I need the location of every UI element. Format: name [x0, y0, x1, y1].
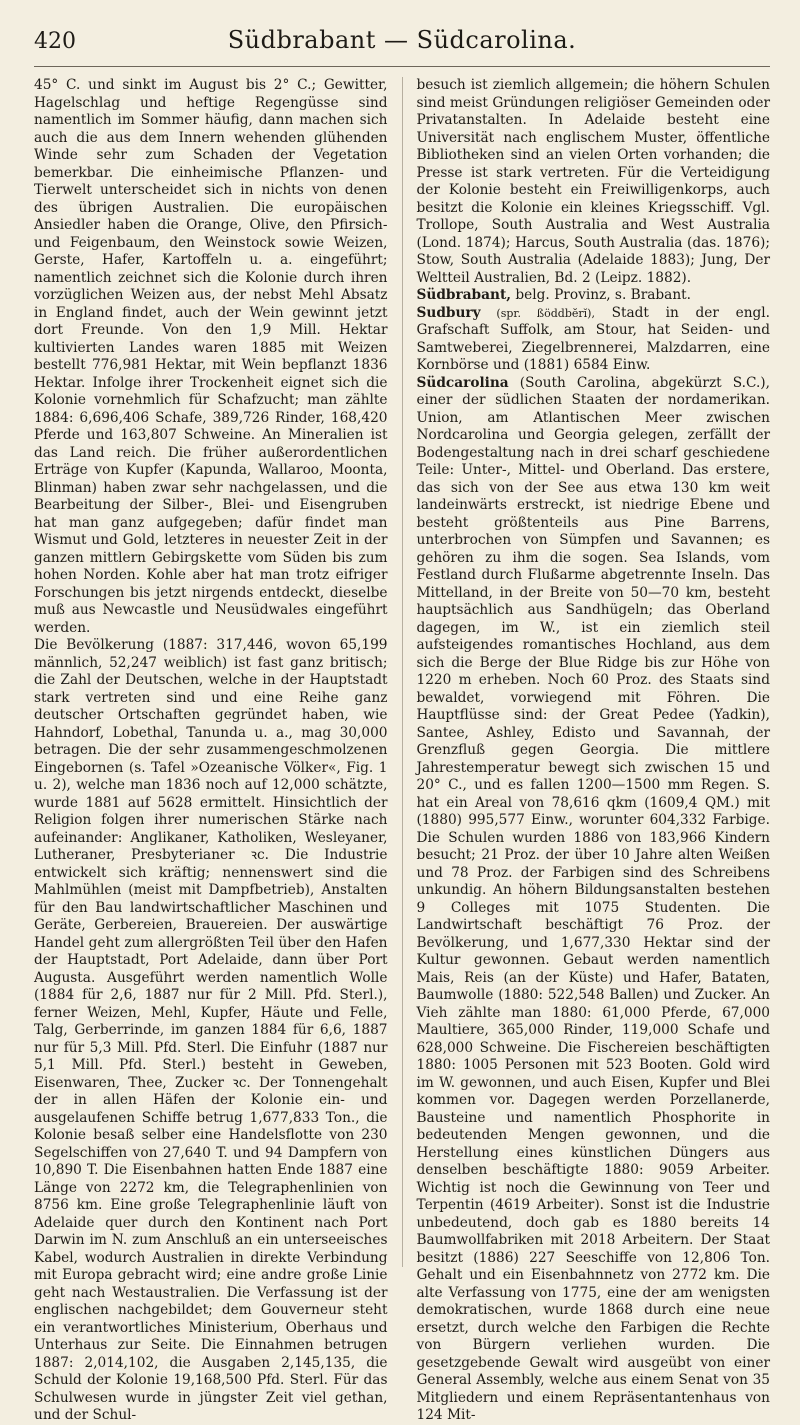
entry-suedbrabant	[417, 287, 771, 305]
paragraph: 45° C. und sinkt im August bis 2° C.; Gewitter, Hagelschlag und heftige Regengüsse sind namentlich im Sommer häufig, dann machen sich auch die aus dem Innern wehenden glühenden Winde sehr zum Schaden der Vegetation bemerkbar. Die einheimische Pflanzen- und Tierwelt unterscheidet sich in nichts von denen des übrigen Australien. Die europäischen Ansiedler haben die Orange, Olive, den Pfirsich- und Feigenbaum, den Weinstock sowie Weizen, Gerste, Hafer, Kartoffeln u. a. eingeführt; namentlich zeichnet sich die Kolonie durch ihren vorzüglichen Weizen aus, der nebst Mehl Absatz in England findet, auch der Wein gewinnt jetzt dort Freunde. Von den 1,9 Mill. Hektar kultivierten Landes waren 1885 mit Weizen bestellt 776,981 Hektar, mit Wein bepflanzt 1836 Hektar. Infolge ihrer Trockenheit eignet sich die Kolonie vornehmlich für Schafzucht; man zählte 1884: 6,696,406 Schafe, 389,726 Rinder, 168,420 Pferde und 163,807 Schweine. An Mineralien ist das Land reich. Die früher außerordentlichen Erträge von Kupfer (Kapunda, Wallaroo, Moonta, Blinman) haben zwar sehr nachgelassen, und die Bearbeitung der Silber-, Blei- und Eisengruben hat man ganz aufgegeben; dafür findet man Wismut und Gold, letzteres in neuester Zeit in der ganzen mittlern Gebirgskette vom Süden bis zum hohen Norden. Kohle aber hat man trotz eifriger Forschungen bis jetzt nirgends entdeckt, dieselbe muß aus Newcastle und Neusüdwales eingeführt werden.	[34, 77, 388, 636]
entry-text: Stadt in der engl. Grafschaft Suffolk, am Stour, hat Seiden- und Samtweberei, Ziegelbrennerei, Malzdarren, eine Kornbörse und (1881) 6584 Einw.	[416, 304, 770, 373]
right-column	[403, 77, 771, 1423]
left-column	[34, 77, 403, 1423]
pronunciation: (spr. ßöddbĕrĭ),	[480, 306, 595, 320]
paragraph: besuch ist ziemlich allgemein; die höhern Schulen sind meist Gründungen religiöser Gemeinden oder Privatanstalten. In Adelaide besteht eine Universität nach englischem Muster, öffentliche Bibliotheken sind an vielen Orten vorhanden; die Presse ist stark vertreten. Für die Verteidigung der Kolonie besteht ein Freiwilligenkorps, auch besitzt die Kolonie ein kleines Kriegsschiff. Vgl. Trollope, South Australia and West Australia (Lond. 1874); Harcus, South Australia (das. 1876); Stow, South Australia (Adelaide 1883); Jung, Der Weltteil Australien, Bd. 2 (Leipz. 1882).	[416, 77, 770, 286]
entry-suedcarolina	[417, 375, 771, 1425]
paragraph: Die Bevölkerung (1887: 317,446, wovon 65,199 männlich, 52,247 weiblich) ist fast ganz britisch; die Zahl der Deutschen, welche in der Hauptstadt stark vertreten sind und eine Reihe ganz deutscher Ortschaften gegründet haben, wie Hahndorf, Lobethal, Tanunda u. a., mag 30,000 betragen. Die der sehr zusammengeschmolzenen Eingebornen (s. Tafel »Ozeanische Völker«, Fig. 1 u. 2), welche man 1836 noch auf 12,000 schätzte, wurde 1881 auf 5628 ermittelt. Hinsichtlich der Religion folgen ihrer numerischen Stärke nach aufeinander: Anglikaner, Katholiken, Wesleyaner, Lutheraner, Presbyterianer ꝛc. Die Industrie entwickelt sich kräftig; nennenswert sind die Mahlmühlen (meist mit Dampfbetrieb), Anstalten für den Bau landwirtschaftlicher Maschinen und Geräte, Gerbereien, Brauereien. Der auswärtige Handel geht zum allergrößten Teil über den Hafen der Hauptstadt, Port Adelaide, dann über Port Augusta. Ausgeführt werden namentlich Wolle (1884 für 2,6, 1887 nur für 2 Mill. Pfd. Sterl.), ferner Weizen, Mehl, Kupfer, Häute und Felle, Talg, Gerberrinde, im ganzen 1884 für 6,6, 1887 nur für 5,3 Mill. Pfd. Sterl. Die Einfuhr (1887 nur 5,1 Mill. Pfd. Sterl.) besteht in Geweben, Eisenwaren, Thee, Zucker ꝛc. Der Tonnengehalt der in allen Häfen der Kolonie ein- und ausgelaufenen Schiffe betrug 1,677,833 Ton., die Kolonie besaß selber eine Handelsflotte von 230 Segelschiffen von 27,640 T. und 94 Dampfern von 10,890 T. Die Eisenbahnen hatten Ende 1887 eine Länge von 2272 km, die Telegraphenlinien von 8756 km. Eine große Telegraphenlinie läuft von Adelaide quer durch den Kontinent nach Port Darwin im N. zum Anschluß an ein unterseeisches Kabel, wodurch Australien in direkte Verbindung mit Europa gebracht wird; eine andre große Linie geht nach Westaustralien. Die Verfassung ist der englischen nachgebildet; dem Gouverneur steht ein verantwortliches Ministerium, Oberhaus und Unterhaus zur Seite. Die Einnahmen betrugen 1887: 2,014,102, die Ausgaben 2,145,135, die Schuld der Kolonie 19,168,500 Pfd. Sterl. Für das Schulwesen wurde in jüngster Zeit viel gethan, und der Schul-	[34, 637, 388, 1423]
page-number: 420	[34, 29, 76, 54]
entry-text: belg. Provinz, s. Brabant.	[511, 287, 692, 303]
text-columns	[34, 77, 770, 1423]
headword: Südcarolina	[416, 374, 509, 391]
entry-sudbury	[417, 305, 771, 375]
entry-text: (South Carolina, abgekürzt S.C.), einer der südlichen Staaten der nordamerikan. Union, am Atlantischen Meer zwischen Nordcarolina und Georgia gelegen, zerfällt der Bodengestaltung nach in drei scharf geschiedene Teile: Unter-, Mittel- und Oberland. Das erstere, das sich von der See aus etwa 130 km weit landeinwärts erstreckt, ist niedrige Ebene und besteht größtenteils aus Pine Barrens, unterbrochen von Sümpfen und Savannen; es gehören zu ihm die sogen. Sea Islands, vom Festland durch Flußarme abgetrennte Inseln. Das Mittelland, in der Breite von 50—70 km, besteht hauptsächlich aus Sandhügeln; das Oberland dagegen, im W., ist ein ziemlich steil aufsteigendes romantisches Hochland, aus dem sich die Berge der Blue Ridge bis zur Höhe von 1220 m erheben. Noch 60 Proz. des Staats sind bewaldet, vorwiegend mit Föhren. Die Hauptflüsse sind: der Great Pedee (Yadkin), Santee, Ashley, Edisto und Savannah, der Grenzfluß gegen Georgia. Die mittlere Jahrestemperatur bewegt sich zwischen 15 und 20° C., und es fallen 1200—1500 mm Regen. S. hat ein Areal von 78,616 qkm (1609,4 QM.) mit (1880) 995,577 Einw., worunter 604,332 Farbige. Die Schulen wurden 1886 von 183,966 Kindern besucht; 21 Proz. der über 10 Jahre alten Weißen und 78 Proz. der Farbigen sind des Schreibens unkundig. An höhern Bildungsanstalten bestehen 9 Colleges mit 1075 Studenten. Die Landwirtschaft beschäftigt 76 Proz. der Bevölkerung, und 1,677,330 Hektar sind der Kultur gewonnen. Gebaut werden namentlich Mais, Reis (an der Küste) und Hafer, Bataten, Baumwolle (1880: 522,548 Ballen) und Zucker. An Vieh zählte man 1880: 61,000 Pferde, 67,000 Maultiere, 365,000 Rinder, 119,000 Schafe und 628,000 Schweine. Die Fischereien beschäftigten 1880: 1005 Personen mit 523 Booten. Gold wird im W. gewonnen, und auch Eisen, Kupfer und Blei kommen vor. Dagegen werden Porzellanerde, Bausteine und namentlich Phosphorite in bedeutenden Mengen gewonnen, und die Herstellung eines künstlichen Düngers aus denselben beschäftigte 1880: 9059 Arbeiter. Wichtig ist noch die Gewinnung von Teer und Terpentin (4619 Arbeiter). Sonst ist die Industrie unbedeutend, doch gab es 1880 bereits 14 Baumwollfabriken mit 2018 Arbeitern. Der Staat besitzt (1886) 227 Seeschiffe von 12,806 Ton. Gehalt und ein Eisenbahnnetz von 2772 km. Die alte Verfassung von 1775, eine der am wenigsten demokratischen, wurde 1868 durch eine neue ersetzt, durch welche den Farbigen die Rechte von Bürgern verliehen wurden. Die gesetzgebende Gewalt wird ausgeübt von einer General Assembly, welche aus einem Senat von 35 Mitgliedern und einem Repräsentantenhaus von 124 Mit-	[416, 374, 770, 1423]
page-header	[34, 26, 770, 67]
running-title: Südbrabant — Südcarolina.	[227, 26, 577, 54]
headword: Sudbury	[416, 304, 481, 321]
headword: Südbrabant,	[416, 287, 512, 303]
